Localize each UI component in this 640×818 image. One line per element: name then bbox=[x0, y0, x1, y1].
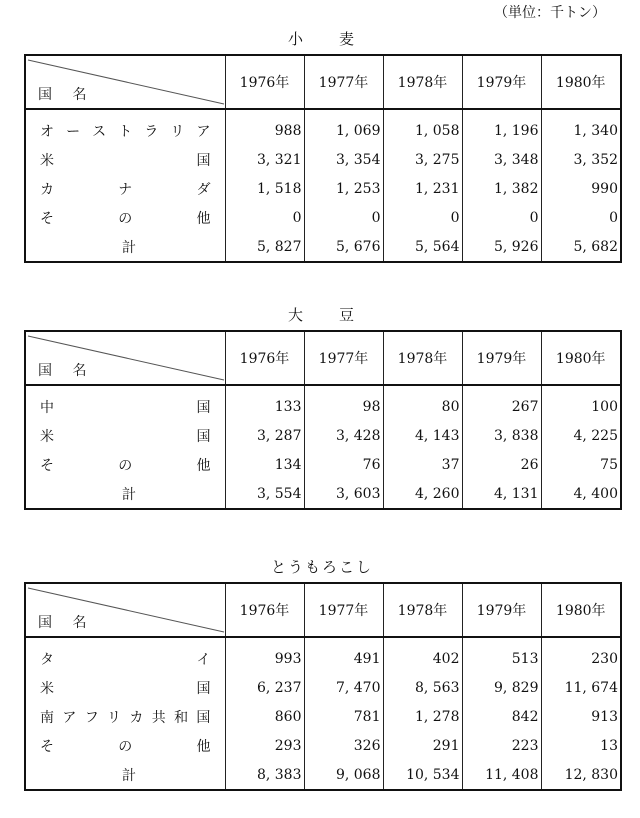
country-name: そ の 他 bbox=[25, 203, 225, 232]
table-title: 小 麦 bbox=[287, 30, 356, 48]
value-cell: 3, 287 bbox=[225, 421, 304, 450]
value-cell: 0 bbox=[225, 203, 304, 232]
country-name: タ イ bbox=[25, 637, 225, 673]
total-row bbox=[25, 760, 621, 790]
country-name: カ ナ ダ bbox=[25, 174, 225, 203]
data-table bbox=[24, 582, 622, 791]
year-header: 1976年 bbox=[225, 583, 304, 637]
year-header: 1978年 bbox=[383, 583, 462, 637]
value-cell: 100 bbox=[541, 385, 621, 421]
country-name: 計 bbox=[25, 232, 225, 262]
value-cell: 0 bbox=[383, 203, 462, 232]
value-cell: 1, 253 bbox=[304, 174, 383, 203]
value-cell: 913 bbox=[541, 702, 621, 731]
value-cell: 3, 321 bbox=[225, 145, 304, 174]
table-title: とうもろこし bbox=[270, 558, 373, 576]
value-cell: 37 bbox=[383, 450, 462, 479]
table-row bbox=[25, 450, 621, 479]
total-row bbox=[25, 232, 621, 262]
table-row bbox=[25, 702, 621, 731]
value-cell: 3, 354 bbox=[304, 145, 383, 174]
value-cell: 4, 400 bbox=[541, 479, 621, 509]
value-cell: 842 bbox=[462, 702, 541, 731]
value-cell: 3, 348 bbox=[462, 145, 541, 174]
country-name: 南 ア フ リ カ 共 和 国 bbox=[25, 702, 225, 731]
header-corner bbox=[25, 55, 225, 109]
value-cell: 26 bbox=[462, 450, 541, 479]
value-cell: 1, 382 bbox=[462, 174, 541, 203]
value-cell: 8, 563 bbox=[383, 673, 462, 702]
value-cell: 1, 058 bbox=[383, 109, 462, 145]
year-header: 1978年 bbox=[383, 55, 462, 109]
value-cell: 4, 131 bbox=[462, 479, 541, 509]
value-cell: 781 bbox=[304, 702, 383, 731]
value-cell: 10, 534 bbox=[383, 760, 462, 790]
value-cell: 7, 470 bbox=[304, 673, 383, 702]
value-cell: 223 bbox=[462, 731, 541, 760]
value-cell: 3, 603 bbox=[304, 479, 383, 509]
table-row bbox=[25, 109, 621, 145]
header-corner bbox=[25, 331, 225, 385]
country-name: そ の 他 bbox=[25, 450, 225, 479]
value-cell: 12, 830 bbox=[541, 760, 621, 790]
header-corner bbox=[25, 583, 225, 637]
value-cell: 326 bbox=[304, 731, 383, 760]
value-cell: 4, 225 bbox=[541, 421, 621, 450]
country-name: オ ー ス ト ラ リ ア bbox=[25, 109, 225, 145]
value-cell: 0 bbox=[541, 203, 621, 232]
value-cell: 5, 564 bbox=[383, 232, 462, 262]
value-cell: 1, 278 bbox=[383, 702, 462, 731]
value-cell: 0 bbox=[304, 203, 383, 232]
year-header: 1976年 bbox=[225, 331, 304, 385]
value-cell: 5, 682 bbox=[541, 232, 621, 262]
year-header: 1977年 bbox=[304, 583, 383, 637]
value-cell: 4, 143 bbox=[383, 421, 462, 450]
value-cell: 1, 231 bbox=[383, 174, 462, 203]
country-name: 米 国 bbox=[25, 145, 225, 174]
value-cell: 5, 827 bbox=[225, 232, 304, 262]
year-header: 1980年 bbox=[541, 583, 621, 637]
value-cell: 491 bbox=[304, 637, 383, 673]
unit-label: （単位：千トン） bbox=[494, 5, 606, 21]
value-cell: 8, 383 bbox=[225, 760, 304, 790]
value-cell: 6, 237 bbox=[225, 673, 304, 702]
value-cell: 4, 260 bbox=[383, 479, 462, 509]
table-row bbox=[25, 673, 621, 702]
table-row bbox=[25, 203, 621, 232]
value-cell: 988 bbox=[225, 109, 304, 145]
value-cell: 76 bbox=[304, 450, 383, 479]
table-row bbox=[25, 145, 621, 174]
country-name: 計 bbox=[25, 479, 225, 509]
total-row bbox=[25, 479, 621, 509]
value-cell: 230 bbox=[541, 637, 621, 673]
value-cell: 5, 926 bbox=[462, 232, 541, 262]
value-cell: 11, 674 bbox=[541, 673, 621, 702]
value-cell: 1, 518 bbox=[225, 174, 304, 203]
country-name: 米 国 bbox=[25, 421, 225, 450]
value-cell: 3, 838 bbox=[462, 421, 541, 450]
country-name: そ の 他 bbox=[25, 731, 225, 760]
value-cell: 402 bbox=[383, 637, 462, 673]
year-header: 1977年 bbox=[304, 55, 383, 109]
country-name: 米 国 bbox=[25, 673, 225, 702]
country-name: 中 国 bbox=[25, 385, 225, 421]
year-header: 1978年 bbox=[383, 331, 462, 385]
table-section bbox=[24, 300, 620, 510]
table-row bbox=[25, 731, 621, 760]
value-cell: 13 bbox=[541, 731, 621, 760]
value-cell: 1, 196 bbox=[462, 109, 541, 145]
value-cell: 133 bbox=[225, 385, 304, 421]
value-cell: 80 bbox=[383, 385, 462, 421]
value-cell: 1, 340 bbox=[541, 109, 621, 145]
value-cell: 75 bbox=[541, 450, 621, 479]
year-header: 1977年 bbox=[304, 331, 383, 385]
value-cell: 993 bbox=[225, 637, 304, 673]
value-cell: 3, 554 bbox=[225, 479, 304, 509]
value-cell: 513 bbox=[462, 637, 541, 673]
value-cell: 5, 676 bbox=[304, 232, 383, 262]
country-name: 計 bbox=[25, 760, 225, 790]
value-cell: 11, 408 bbox=[462, 760, 541, 790]
value-cell: 293 bbox=[225, 731, 304, 760]
value-cell: 291 bbox=[383, 731, 462, 760]
value-cell: 3, 275 bbox=[383, 145, 462, 174]
data-table bbox=[24, 330, 622, 510]
value-cell: 9, 829 bbox=[462, 673, 541, 702]
value-cell: 98 bbox=[304, 385, 383, 421]
value-cell: 1, 069 bbox=[304, 109, 383, 145]
value-cell: 3, 352 bbox=[541, 145, 621, 174]
country-header: 国 名 bbox=[38, 87, 95, 103]
value-cell: 9, 068 bbox=[304, 760, 383, 790]
table-row bbox=[25, 174, 621, 203]
country-header: 国 名 bbox=[38, 615, 95, 631]
table-section bbox=[24, 24, 620, 263]
data-table bbox=[24, 54, 622, 263]
value-cell: 267 bbox=[462, 385, 541, 421]
year-header: 1980年 bbox=[541, 331, 621, 385]
value-cell: 0 bbox=[462, 203, 541, 232]
value-cell: 860 bbox=[225, 702, 304, 731]
value-cell: 990 bbox=[541, 174, 621, 203]
country-header: 国 名 bbox=[38, 363, 95, 379]
value-cell: 3, 428 bbox=[304, 421, 383, 450]
year-header: 1979年 bbox=[462, 583, 541, 637]
year-header: 1979年 bbox=[462, 331, 541, 385]
table-row bbox=[25, 421, 621, 450]
table-section bbox=[24, 552, 620, 791]
table-row bbox=[25, 385, 621, 421]
table-row bbox=[25, 637, 621, 673]
year-header: 1976年 bbox=[225, 55, 304, 109]
year-header: 1980年 bbox=[541, 55, 621, 109]
table-title: 大 豆 bbox=[287, 306, 356, 324]
year-header: 1979年 bbox=[462, 55, 541, 109]
value-cell: 134 bbox=[225, 450, 304, 479]
